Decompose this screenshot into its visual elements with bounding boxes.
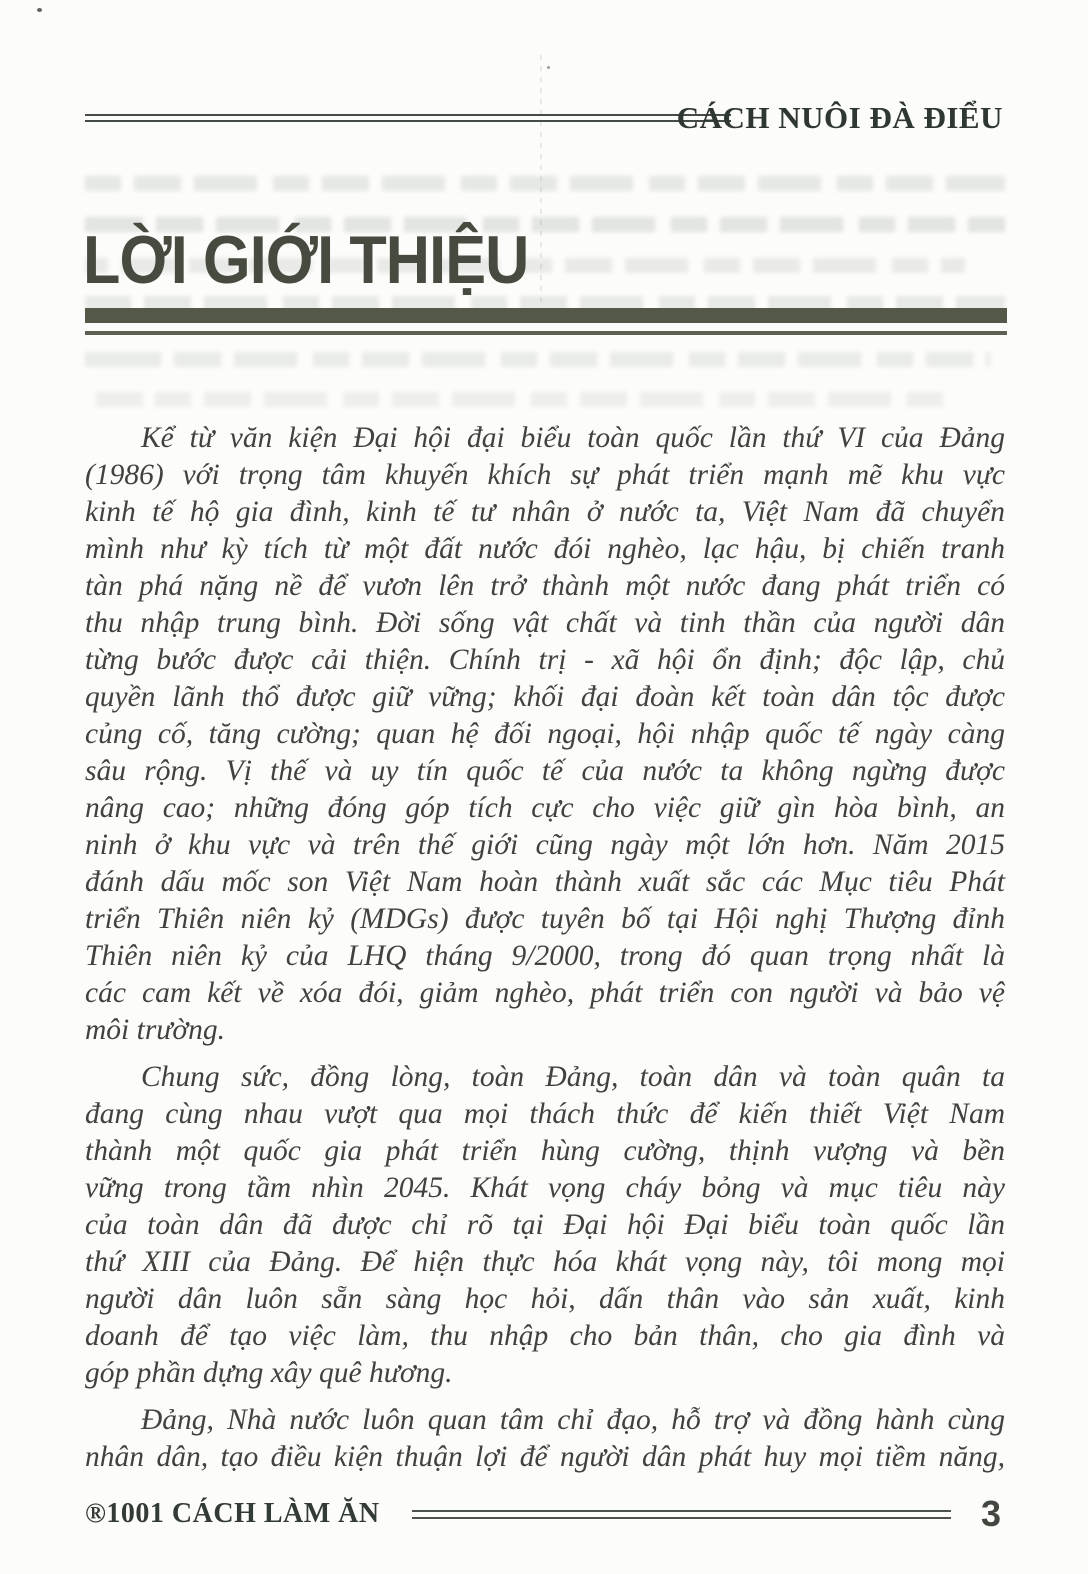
- body-text: [85, 420, 1005, 1476]
- text-line: Kể từ văn kiện Đại hội đại biểu toàn quốc lần thứ VI của Đảng: [141, 422, 1005, 454]
- text-line: nhân dân, tạo điều kiện thuận lợi để người dân phát huy mọi tiềm năng,: [85, 1441, 1005, 1473]
- text-line: (1986) với trọng tâm khuyến khích sự phát triển mạnh mẽ khu vực: [85, 459, 1005, 491]
- text-line: tàn phá nặng nề để vươn lên trở thành một nước đang phát triển có: [85, 570, 1005, 602]
- footer-rule: [412, 1510, 951, 1519]
- running-head-title: CÁCH NUÔI ĐÀ ĐIỂU: [676, 100, 1003, 135]
- text-line: củng cố, tăng cường; quan hệ đối ngoại, hội nhập quốc tế ngày càng: [85, 718, 1005, 750]
- scan-crease: [540, 55, 542, 305]
- paragraph: [85, 420, 1005, 1049]
- bleedthrough-line: [85, 392, 945, 407]
- text-line: ninh ở khu vực và trên thế giới cũng ngày một lớn hơn. Năm 2015: [85, 829, 1005, 861]
- scan-speck: [37, 8, 42, 12]
- title-divider-thin: [85, 331, 1007, 335]
- text-line: quyền lãnh thổ được giữ vững; khối đại đoàn kết toàn dân tộc được: [85, 681, 1005, 713]
- text-line: Đảng, Nhà nước luôn quan tâm chỉ đạo, hỗ trợ và đồng hành cùng: [141, 1404, 1005, 1436]
- text-line: góp phần dựng xây quê hương.: [85, 1357, 453, 1389]
- text-line: từng bước được cải thiện. Chính trị - xã hội ổn định; độc lập, chủ: [85, 644, 1005, 676]
- text-line: thành một quốc gia phát triển hùng cường, thịnh vượng và bền: [85, 1135, 1005, 1167]
- page-number: 3: [980, 1493, 1001, 1534]
- page-title: LỜI GIỚI THIỆU: [83, 222, 529, 298]
- scan-speck: [547, 66, 550, 69]
- text-line: thu nhập trung bình. Đời sống vật chất và tinh thần của người dân: [85, 607, 1005, 639]
- paragraph: [85, 1059, 1005, 1392]
- text-line: sâu rộng. Vị thế và uy tín quốc tế của nước ta không ngừng được: [85, 755, 1005, 787]
- title-divider-thick: [85, 308, 1007, 323]
- text-line: đang cùng nhau vượt qua mọi thách thức để kiến thiết Việt Nam: [85, 1098, 1005, 1130]
- text-line: Thiên niên kỷ của LHQ tháng 9/2000, trong đó quan trọng nhất là: [85, 940, 1005, 972]
- text-line: người dân luôn sẵn sàng học hỏi, dấn thân vào sản xuất, kinh: [85, 1283, 1005, 1315]
- page-footer: [85, 1492, 1005, 1536]
- text-line: Chung sức, đồng lòng, toàn Đảng, toàn dân và toàn quân ta: [141, 1061, 1005, 1093]
- text-line: môi trường.: [85, 1014, 226, 1046]
- text-line: kinh tế hộ gia đình, kinh tế tư nhân ở nước ta, Việt Nam đã chuyển: [85, 496, 1005, 528]
- text-line: đánh dấu mốc son Việt Nam hoàn thành xuất sắc các Mục tiêu Phát: [85, 866, 1005, 898]
- imprint-text: ®1001 CÁCH LÀM ĂN: [85, 1498, 380, 1529]
- text-line: triển Thiên niên kỷ (MDGs) được tuyên bố tại Hội nghị Thượng đỉnh: [85, 903, 1005, 935]
- text-line: các cam kết về xóa đói, giảm nghèo, phát triển con người và bảo vệ: [85, 977, 1005, 1009]
- text-line: doanh để tạo việc làm, thu nhập cho bản thân, cho gia đình và: [85, 1320, 1005, 1352]
- text-line: vững trong tầm nhìn 2045. Khát vọng cháy bỏng và mục tiêu này: [85, 1172, 1005, 1204]
- header-rule: [85, 114, 731, 122]
- bleedthrough-line: [85, 352, 990, 367]
- text-line: nâng cao; những đóng góp tích cực cho việc giữ gìn hòa bình, an: [85, 792, 1005, 824]
- paragraph: [85, 1402, 1005, 1476]
- text-line: thứ XIII của Đảng. Để hiện thực hóa khát vọng này, tôi mong mọi: [85, 1246, 1005, 1278]
- bleedthrough-line: [85, 176, 1005, 191]
- text-line: của toàn dân đã được chỉ rõ tại Đại hội Đại biểu toàn quốc lần: [85, 1209, 1005, 1241]
- text-line: mình như kỳ tích từ một đất nước đói nghèo, lạc hậu, bị chiến tranh: [85, 533, 1005, 565]
